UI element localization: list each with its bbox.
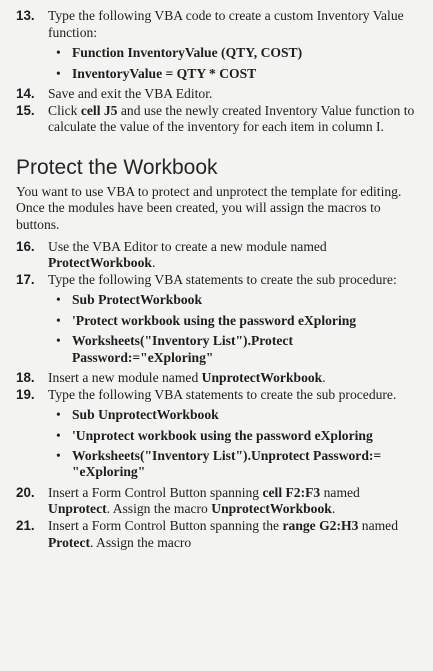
code-line: • 'Protect workbook using the password eXploring bbox=[56, 312, 357, 328]
step-number: 21. bbox=[16, 517, 35, 533]
step-19 bbox=[16, 387, 419, 404]
step-number: 18. bbox=[16, 369, 35, 385]
step-number: 16. bbox=[16, 238, 35, 254]
step-16 bbox=[16, 239, 419, 272]
step-text: Click cell J5 and use the newly created Inventory Value function to calculate the value of the inventory for each item in column I. bbox=[48, 102, 415, 135]
step-number: 15. bbox=[16, 102, 35, 118]
code-list bbox=[16, 45, 419, 82]
section-heading: Protect the Workbook bbox=[16, 155, 218, 179]
code-line: • Worksheets("Inventory List").Unprotect Password:= "eXploring" bbox=[56, 447, 382, 480]
bullet-icon: • bbox=[56, 447, 61, 463]
code-line: • Function InventoryValue (QTY, COST) bbox=[56, 45, 303, 61]
bullet-icon: • bbox=[56, 65, 61, 81]
step-text: Insert a new module named UnprotectWorkbook. bbox=[48, 369, 326, 385]
step-18 bbox=[16, 370, 419, 387]
bullet-icon: • bbox=[56, 427, 61, 443]
step-number: 19. bbox=[16, 386, 35, 402]
step-text: Save and exit the VBA Editor. bbox=[48, 86, 213, 101]
code-list bbox=[16, 292, 419, 366]
step-text: Type the following VBA statements to create the sub procedure. bbox=[48, 386, 397, 402]
code-line: • 'Unprotect workbook using the password eXploring bbox=[56, 427, 373, 443]
step-text: Insert a Form Control Button spanning the range G2:H3 named Protect. Assign the macro bbox=[48, 517, 399, 550]
bullet-icon: • bbox=[56, 407, 61, 423]
section-intro: You want to use VBA to protect and unprotect the template for editing. Once the modules have been created, you will assign the macros to buttons. bbox=[16, 183, 402, 232]
code-line: • Worksheets("Inventory List").Protect Password:="eXploring" bbox=[56, 333, 293, 365]
bullet-icon: • bbox=[56, 333, 61, 349]
step-13 bbox=[16, 8, 419, 41]
bullet-icon: • bbox=[56, 292, 61, 308]
step-20 bbox=[16, 485, 419, 518]
step-17 bbox=[16, 272, 419, 289]
step-21 bbox=[16, 518, 419, 551]
step-number: 20. bbox=[16, 484, 35, 500]
step-14 bbox=[16, 86, 419, 103]
step-text: Type the following VBA statements to create the sub procedure: bbox=[48, 271, 397, 287]
step-15 bbox=[16, 103, 419, 136]
bullet-icon: • bbox=[56, 312, 61, 328]
code-line: • Sub ProtectWorkbook bbox=[56, 292, 203, 308]
code-line: • Sub UnprotectWorkbook bbox=[56, 407, 219, 423]
step-number: 13. bbox=[16, 8, 35, 23]
step-number: 17. bbox=[16, 271, 35, 287]
code-line: • InventoryValue = QTY * COST bbox=[56, 65, 257, 81]
step-number: 14. bbox=[16, 86, 35, 101]
step-text: Type the following VBA code to create a custom Inventory Value function: bbox=[48, 8, 404, 40]
step-text: Use the VBA Editor to create a new module named ProtectWorkbook. bbox=[48, 238, 327, 271]
bullet-icon: • bbox=[56, 45, 61, 61]
step-text: Insert a Form Control Button spanning cell F2:F3 named Unprotect. Assign the macro UnprotectWorkbook. bbox=[48, 484, 360, 517]
code-list bbox=[16, 407, 419, 481]
